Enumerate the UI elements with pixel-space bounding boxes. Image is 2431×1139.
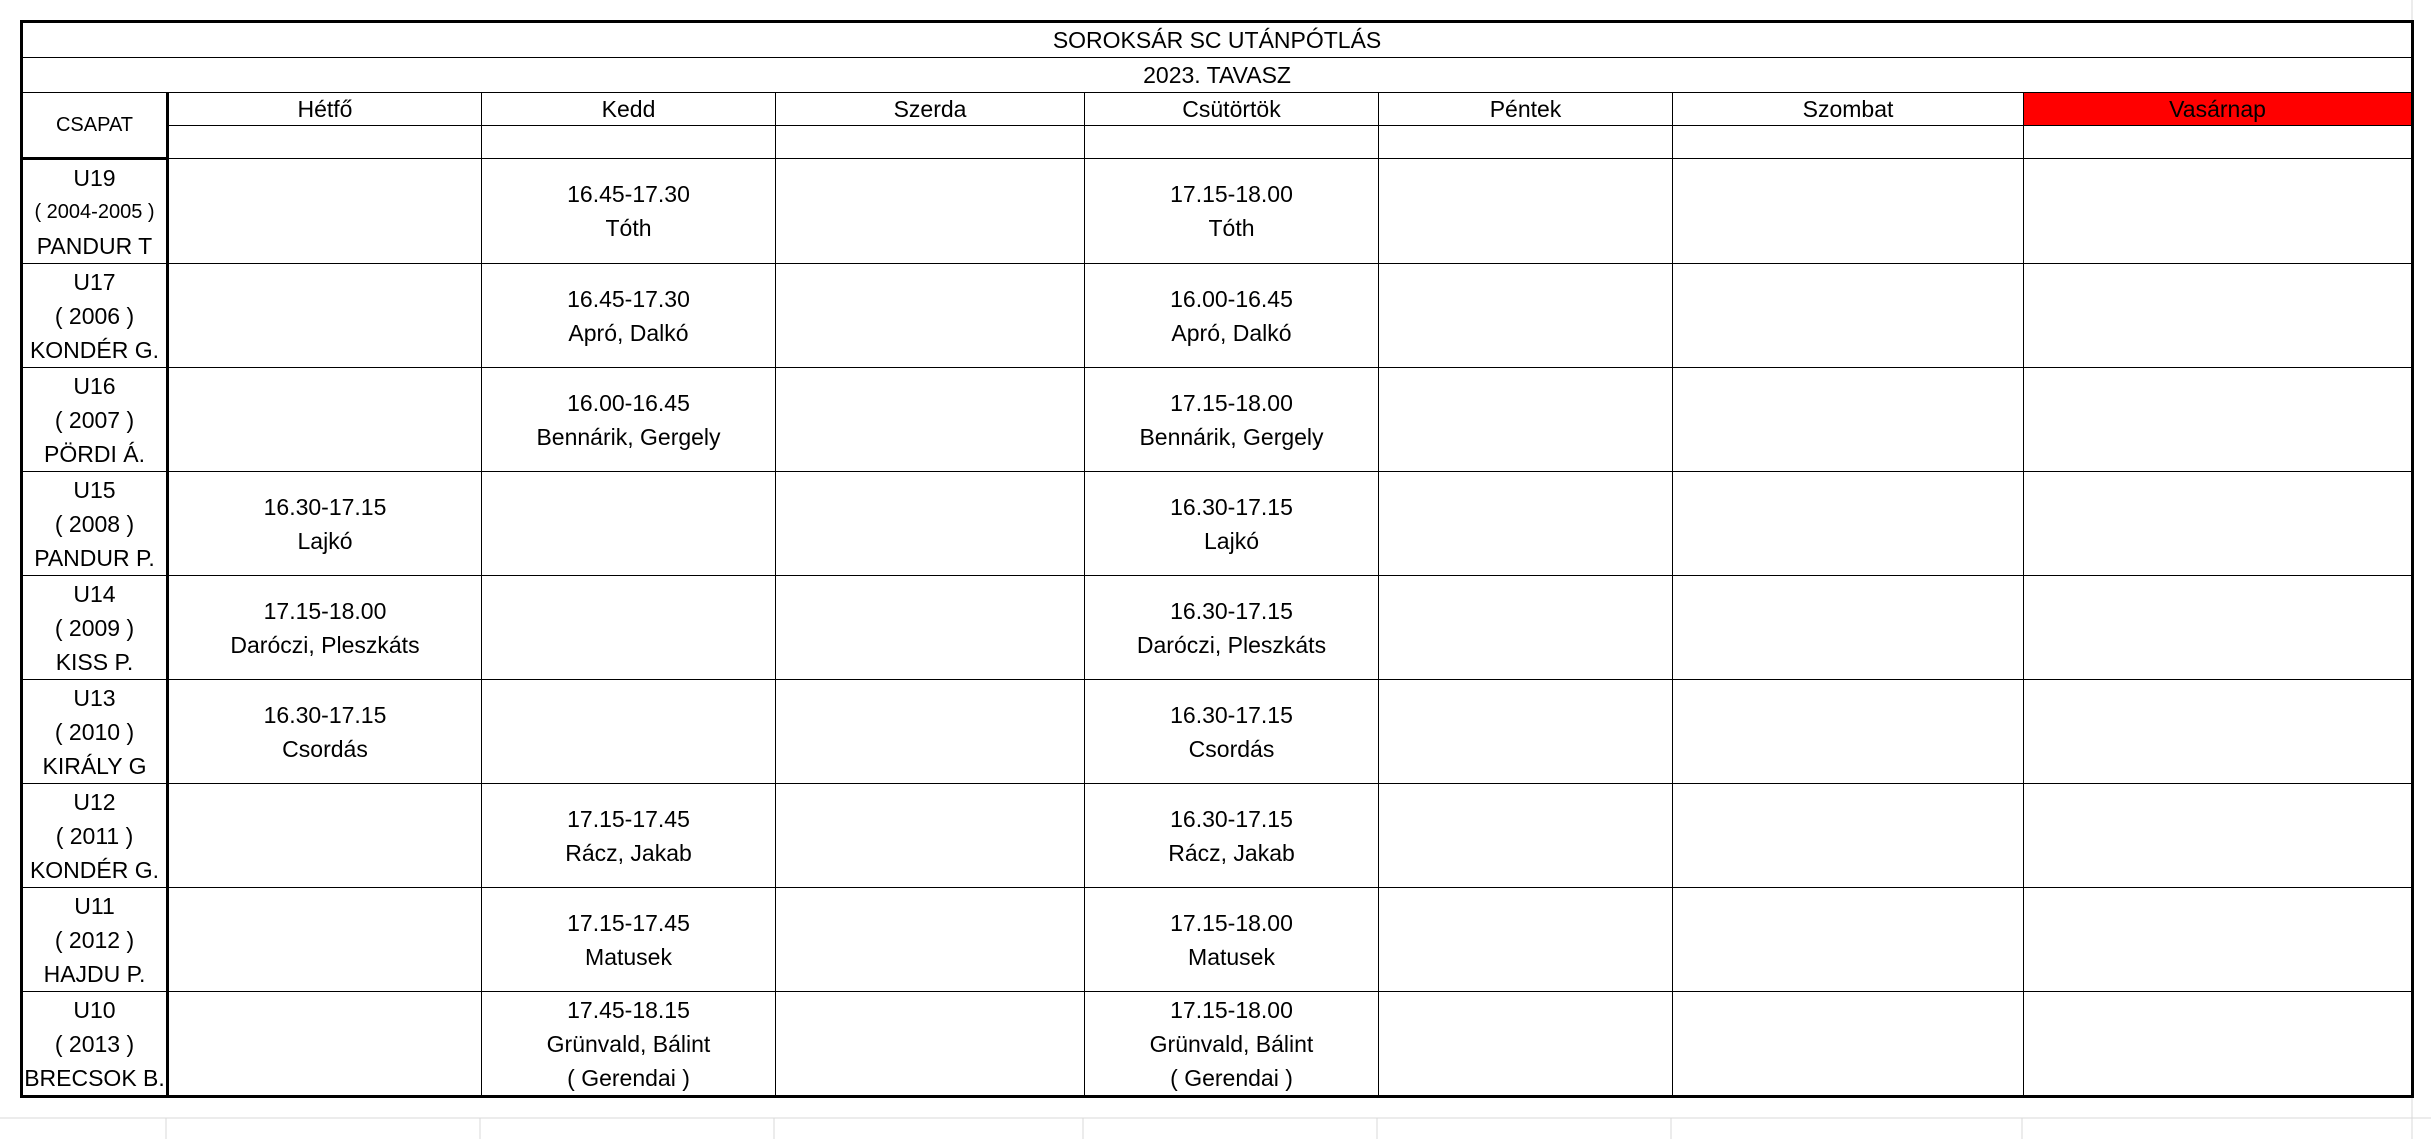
team-row (22, 784, 2413, 888)
empty-cell (1379, 126, 1673, 159)
slot-cell-tuesday (482, 472, 776, 576)
slot-cell-tuesday (482, 368, 776, 472)
day-header-saturday: Szombat (1673, 93, 2024, 126)
team-cell (22, 680, 168, 784)
slot-time: 17.15-18.00 (1170, 909, 1293, 936)
slot-coach: Rácz, Jakab (1168, 839, 1295, 866)
slot-cell-sunday (2024, 159, 2413, 264)
slot-extra: ( Gerendai ) (567, 1064, 690, 1091)
team-years: ( 2009 ) (54, 614, 135, 641)
slot-coach: Csordás (282, 735, 368, 762)
slot-time: 17.15-17.45 (567, 909, 690, 936)
team-cell (22, 264, 168, 368)
training-schedule-table (20, 20, 2414, 1098)
team-row (22, 680, 2413, 784)
slot-cell-wednesday (776, 472, 1085, 576)
slot-cell-monday (168, 368, 482, 472)
team-name: U19 (73, 164, 116, 191)
team-coach: HAJDU P. (43, 960, 146, 987)
team-cell (22, 888, 168, 992)
slot-cell-saturday (1673, 472, 2024, 576)
team-name: U17 (73, 268, 116, 295)
team-coach: KONDÉR G. (29, 336, 160, 363)
slot-coach: Bennárik, Gergely (536, 423, 721, 450)
slot-coach: Rácz, Jakab (565, 839, 692, 866)
slot-coach: Grünvald, Bálint (546, 1030, 711, 1057)
team-coach: PANDUR P. (34, 544, 155, 571)
slot-cell-wednesday (776, 888, 1085, 992)
slot-coach: Bennárik, Gergely (1139, 423, 1324, 450)
day-header-friday: Péntek (1379, 93, 1673, 126)
team-coach: KISS P. (55, 648, 134, 675)
team-years: ( 2010 ) (54, 718, 135, 745)
slot-cell-wednesday (776, 680, 1085, 784)
slot-cell-monday (168, 888, 482, 992)
slot-cell-thursday (1085, 992, 1379, 1097)
slot-coach: Lajkó (297, 527, 353, 554)
slot-cell-monday (168, 680, 482, 784)
empty-cell (482, 126, 776, 159)
slot-cell-friday (1379, 888, 1673, 992)
slot-cell-friday (1379, 576, 1673, 680)
team-coach: PÖRDI Á. (44, 440, 145, 467)
team-column-header: CSAPAT (22, 93, 168, 159)
day-header-tuesday: Kedd (482, 93, 776, 126)
team-row (22, 159, 2413, 264)
team-row (22, 264, 2413, 368)
team-coach: PANDUR T (36, 232, 153, 259)
slot-cell-thursday (1085, 888, 1379, 992)
slot-cell-tuesday (482, 680, 776, 784)
slot-cell-monday (168, 992, 482, 1097)
slot-cell-wednesday (776, 368, 1085, 472)
slot-cell-sunday (2024, 680, 2413, 784)
slot-cell-thursday (1085, 159, 1379, 264)
slot-time: 16.30-17.15 (1170, 805, 1293, 832)
slot-cell-saturday (1673, 159, 2024, 264)
slot-time: 17.15-18.00 (1170, 389, 1293, 416)
team-cell (22, 784, 168, 888)
team-row (22, 472, 2413, 576)
empty-cell (1673, 126, 2024, 159)
slot-time: 17.15-18.00 (1170, 996, 1293, 1023)
slot-cell-friday (1379, 368, 1673, 472)
team-row (22, 368, 2413, 472)
title-row (22, 22, 2413, 58)
season-row (22, 58, 2413, 93)
slot-coach: Daróczi, Pleszkáts (1136, 631, 1327, 658)
slot-cell-friday (1379, 680, 1673, 784)
slot-coach: Lajkó (1204, 527, 1259, 554)
team-cell (22, 472, 168, 576)
slot-cell-sunday (2024, 888, 2413, 992)
slot-cell-saturday (1673, 264, 2024, 368)
schedule-title: SOROKSÁR SC UTÁNPÓTLÁS (22, 22, 2413, 58)
team-name: U11 (74, 892, 115, 919)
slot-coach: Grünvald, Bálint (1149, 1030, 1314, 1057)
season-label: 2023. TAVASZ (22, 58, 2413, 93)
slot-coach: Tóth (605, 215, 652, 241)
slot-time: 16.45-17.30 (567, 181, 690, 207)
slot-cell-sunday (2024, 992, 2413, 1097)
team-row (22, 992, 2413, 1097)
slot-cell-thursday (1085, 680, 1379, 784)
slot-time: 16.45-17.30 (567, 285, 690, 312)
slot-time: 16.30-17.15 (263, 493, 387, 520)
slot-cell-monday (168, 264, 482, 368)
team-name: U10 (73, 996, 116, 1023)
slot-coach: Apró, Dalkó (568, 319, 689, 346)
team-cell (22, 159, 168, 264)
empty-cell (2024, 126, 2413, 159)
slot-time: 16.30-17.15 (1170, 701, 1293, 728)
slot-coach: Csordás (1188, 735, 1275, 762)
slot-cell-tuesday (482, 576, 776, 680)
slot-cell-thursday (1085, 264, 1379, 368)
slot-cell-sunday (2024, 784, 2413, 888)
team-row (22, 888, 2413, 992)
slot-cell-thursday (1085, 368, 1379, 472)
team-cell (22, 576, 168, 680)
team-years: ( 2007 ) (54, 406, 135, 433)
slot-coach: Matusek (585, 943, 672, 970)
slot-cell-tuesday (482, 264, 776, 368)
slot-cell-monday (168, 784, 482, 888)
empty-cell (776, 126, 1085, 159)
slot-cell-wednesday (776, 576, 1085, 680)
slot-time: 17.15-18.00 (1170, 181, 1293, 207)
slot-time: 17.15-17.45 (567, 805, 690, 832)
slot-cell-friday (1379, 992, 1673, 1097)
team-years: ( 2008 ) (54, 510, 135, 537)
slot-cell-friday (1379, 472, 1673, 576)
slot-cell-monday (168, 576, 482, 680)
team-coach: KIRÁLY G (42, 752, 147, 779)
slot-coach: Matusek (1188, 943, 1275, 970)
team-years: ( 2011 ) (55, 822, 134, 849)
slot-cell-saturday (1673, 784, 2024, 888)
slot-cell-sunday (2024, 264, 2413, 368)
team-years: ( 2004-2005 ) (34, 200, 155, 223)
slot-time: 16.30-17.15 (263, 701, 387, 728)
slot-time: 16.30-17.15 (1170, 597, 1293, 624)
slot-cell-wednesday (776, 992, 1085, 1097)
slot-cell-thursday (1085, 472, 1379, 576)
team-coach: BRECSOK B. (24, 1064, 165, 1091)
slot-cell-saturday (1673, 888, 2024, 992)
slot-time: 16.30-17.15 (1170, 493, 1293, 520)
slot-coach: Tóth (1208, 215, 1255, 241)
slot-cell-tuesday (482, 159, 776, 264)
slot-cell-saturday (1673, 992, 2024, 1097)
slot-cell-sunday (2024, 576, 2413, 680)
empty-cell (168, 126, 482, 159)
slot-cell-thursday (1085, 576, 1379, 680)
slot-cell-friday (1379, 159, 1673, 264)
slot-cell-tuesday (482, 784, 776, 888)
day-header-row (22, 93, 2413, 126)
slot-cell-tuesday (482, 888, 776, 992)
slot-coach: Apró, Dalkó (1171, 319, 1292, 346)
day-header-sunday: Vasárnap (2024, 93, 2413, 126)
team-name: U12 (73, 788, 116, 815)
slot-cell-saturday (1673, 680, 2024, 784)
slot-cell-sunday (2024, 368, 2413, 472)
slot-cell-thursday (1085, 784, 1379, 888)
slot-extra: ( Gerendai ) (1170, 1064, 1293, 1091)
team-cell (22, 368, 168, 472)
slot-cell-saturday (1673, 576, 2024, 680)
team-years: ( 2013 ) (54, 1030, 135, 1057)
slot-cell-wednesday (776, 264, 1085, 368)
day-header-monday: Hétfő (168, 93, 482, 126)
slot-cell-wednesday (776, 784, 1085, 888)
team-cell (22, 992, 168, 1097)
slot-cell-friday (1379, 264, 1673, 368)
slot-coach: Daróczi, Pleszkáts (230, 631, 420, 658)
empty-cell (1085, 126, 1379, 159)
team-name: U14 (73, 580, 116, 607)
team-years: ( 2006 ) (54, 302, 135, 329)
slot-cell-sunday (2024, 472, 2413, 576)
team-row (22, 576, 2413, 680)
day-header-wednesday: Szerda (776, 93, 1085, 126)
slot-cell-wednesday (776, 159, 1085, 264)
team-name: U15 (73, 476, 116, 503)
team-coach: KONDÉR G. (29, 856, 160, 883)
slot-cell-monday (168, 472, 482, 576)
slot-time: 16.00-16.45 (1170, 285, 1293, 312)
team-name: U16 (73, 372, 116, 399)
slot-time: 17.15-18.00 (263, 597, 387, 624)
day-subheader-row (22, 126, 2413, 159)
slot-cell-tuesday (482, 992, 776, 1097)
day-header-thursday: Csütörtök (1085, 93, 1379, 126)
slot-cell-monday (168, 159, 482, 264)
team-name: U13 (73, 684, 116, 711)
team-years: ( 2012 ) (54, 926, 135, 953)
slot-time: 17.45-18.15 (567, 996, 690, 1023)
slot-cell-saturday (1673, 368, 2024, 472)
slot-cell-friday (1379, 784, 1673, 888)
slot-time: 16.00-16.45 (567, 389, 690, 416)
